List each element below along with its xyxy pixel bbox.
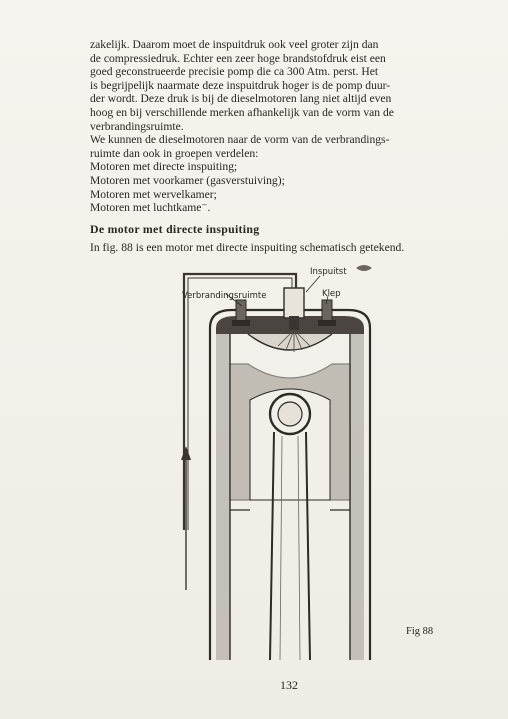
engine-diagram-svg	[170, 260, 410, 668]
label-chamber: Verbrandingsruimte	[182, 291, 267, 301]
label-valve: Klep	[322, 289, 341, 299]
paragraph-line: ruimte dan ook in groepen verdelen:	[90, 146, 259, 160]
list-item: Motoren met directe inspuiting;	[90, 160, 238, 174]
paragraph-line: zakelijk. Daarom moet de inspuitdruk ook veel groter zijn dan	[90, 38, 379, 51]
paragraph-line: verbrandingsruimte.	[90, 119, 184, 133]
list-item: Motoren met voorkamer (gasverstuiving);	[90, 173, 285, 187]
paragraph-line: der wordt. Deze druk is bij de dieselmotoren lang niet altijd even	[90, 92, 392, 106]
paragraph-line: is begrijpelijk naarmate deze inspuitdruk hoger is de pomp duur-	[90, 78, 391, 92]
section-heading: De motor met directe inspuiting	[90, 222, 260, 236]
leaf-mark-icon	[356, 265, 372, 271]
label-injector: Inspuitst	[310, 267, 347, 277]
figure-caption: Fig 88	[406, 626, 434, 637]
body-text	[90, 38, 472, 215]
paragraph-line: We kunnen de dieselmotoren naar de vorm van de verbrandings-	[90, 133, 390, 147]
valve-left	[236, 300, 246, 322]
list-item: Motoren met wervelkamer;	[90, 187, 217, 201]
paragraph-line: goed geconstrueerde precisie pomp die ca 300 Atm. perst. Het	[90, 65, 379, 79]
injector	[284, 288, 304, 318]
valve-right	[322, 300, 332, 322]
paragraph-line: hoog en bij verschillende merken afhankelijk van de vorm van de	[90, 105, 394, 119]
engine-type-list	[90, 160, 472, 214]
arrow-head-icon	[181, 446, 191, 460]
engine-diagram	[170, 260, 410, 668]
paragraph-line: de compressiedruk. Echter een zeer hoge brandstofdruk eist een	[90, 51, 386, 65]
intro-sentence: In fig. 88 is een motor met directe inspuiting schematisch getekend.	[90, 241, 405, 254]
page-number: 132	[280, 678, 298, 692]
list-item: Motoren met luchtkame⁻.	[90, 201, 211, 215]
combustion-chamber	[248, 334, 332, 350]
